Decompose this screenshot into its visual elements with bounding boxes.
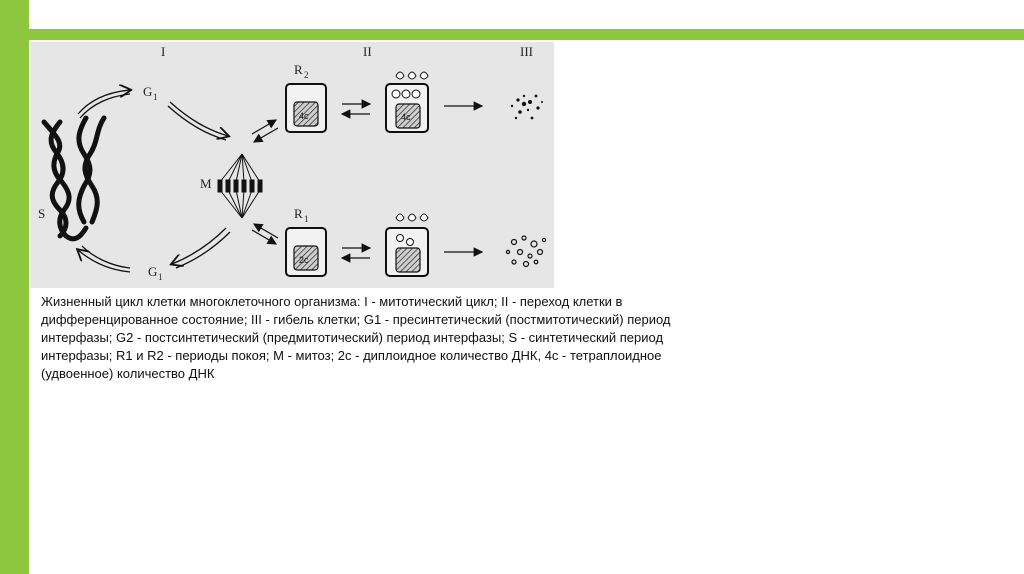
figure-caption: Жизненный цикл клетки многоклеточного организма: I - митотический цикл; II - переход клетки в дифференцированное состояние; III - гибель клетки; G1 - пресинтетический (постмитотический) период интерфазы; G2 - постсинтетический (предмитотический) период интерфазы; S - синтетический период интерфазы; R1 и R2 - периоды покоя; M - митоз; 2c - диплоидное количество ДНК, 4c - тетраплоидное (удвоенное) количество ДНК [41, 294, 671, 381]
arrow-g1-to-m [170, 102, 228, 136]
arrow-s-to-g1-top [78, 90, 130, 114]
accent-bar-top [29, 29, 1024, 40]
cell-cycle-diagram [30, 42, 554, 288]
g1-top-subscript: 1 [153, 92, 158, 102]
r1-label: R [294, 206, 303, 221]
mitosis-spindle-icon [218, 154, 262, 218]
cell-cycle-svg [30, 42, 554, 288]
g1-top-label: G [143, 84, 153, 99]
cell-r2 [286, 84, 326, 132]
arrows-r2-ii [342, 104, 370, 114]
cell-ii-bottom [386, 214, 428, 276]
cell-death-debris-bottom [506, 236, 545, 267]
arrows-m-r1 [252, 224, 278, 244]
g1-bottom-label: G [148, 264, 158, 279]
m-phase-label: M [200, 176, 212, 191]
accent-bar-left [0, 0, 29, 574]
g1-bottom-subscript: 1 [158, 272, 163, 282]
dna-helix-icon [44, 118, 104, 239]
arrows-r1-ii [342, 248, 370, 258]
cell-ii-top [386, 72, 428, 132]
cell-r1 [286, 228, 326, 276]
r1-subscript: 1 [304, 214, 309, 224]
stage-iii-label: III [520, 44, 533, 59]
r2-label: R [294, 62, 303, 77]
cell-r1-dna-label: 2c [299, 255, 309, 265]
arrows-m-r2 [252, 120, 278, 142]
stage-i-label: I [161, 44, 166, 59]
cell-r2-dna-label: 4c [299, 111, 309, 121]
arrow-m-to-g1-bottom [172, 228, 226, 264]
stage-ii-label: II [363, 44, 372, 59]
r2-subscript: 2 [304, 70, 309, 80]
s-phase-label: S [38, 206, 46, 221]
cell-ii-top-dna-label: 4c [401, 112, 411, 122]
cell-death-debris-top [511, 95, 543, 120]
